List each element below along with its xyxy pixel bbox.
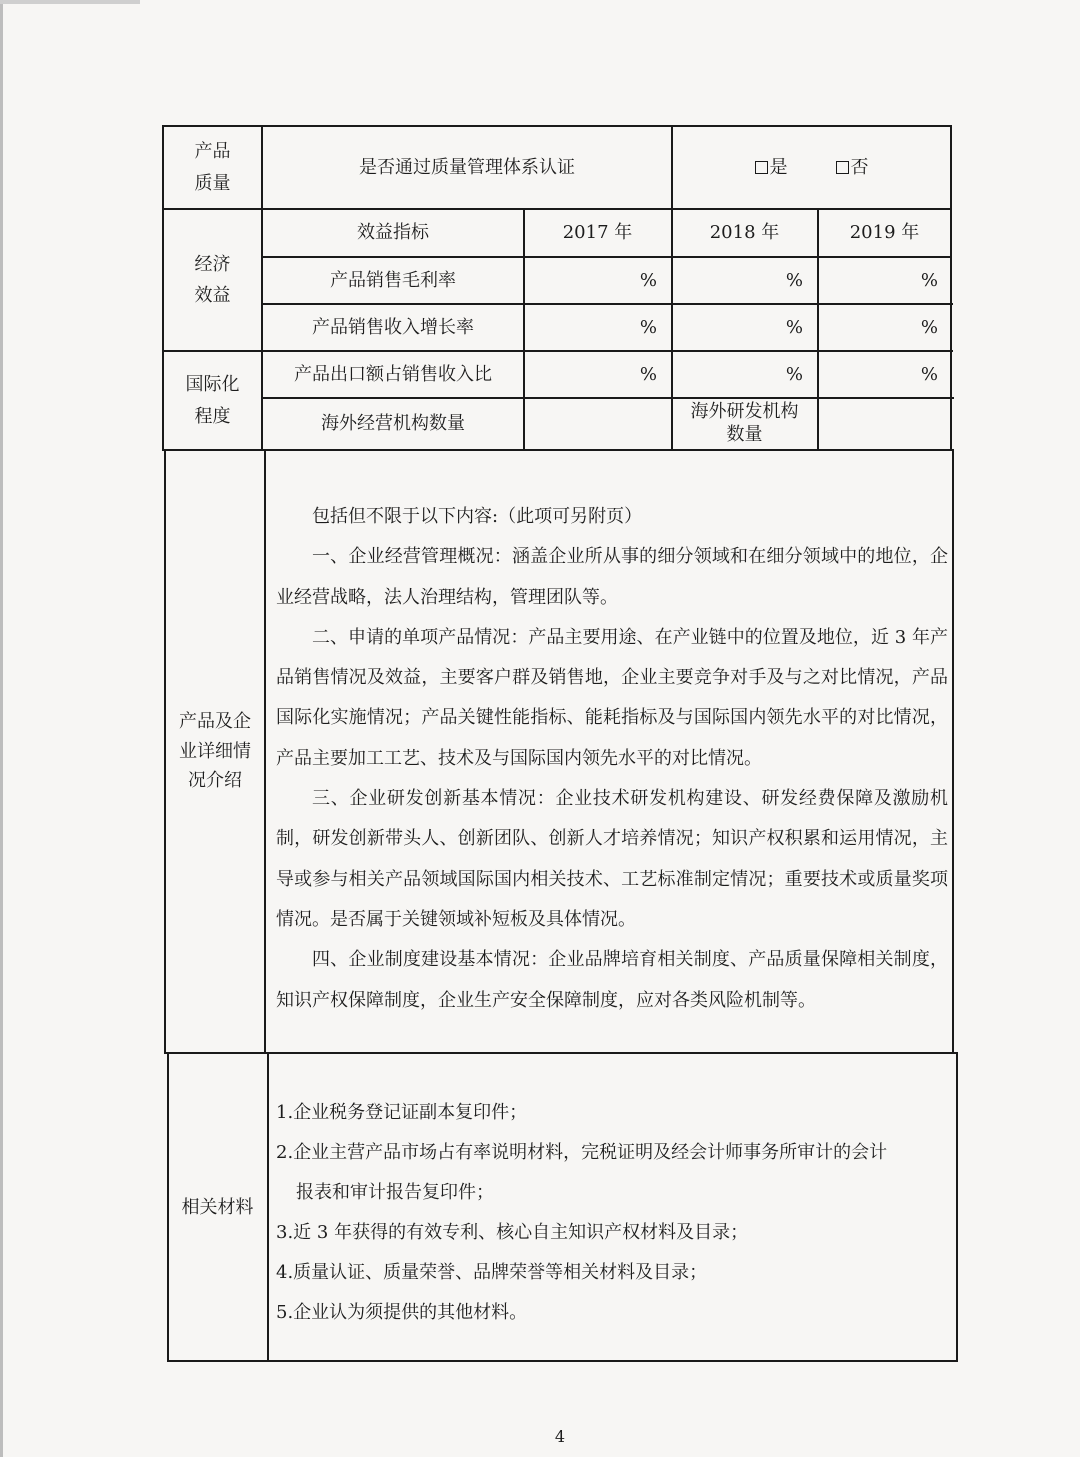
table-border-bottom <box>168 1360 958 1362</box>
gross-margin-2019-field[interactable]: % <box>920 269 938 291</box>
materials-item-1: 1.企业税务登记证副本复印件； <box>276 1102 528 1123</box>
materials-label: 相关材料 <box>181 1196 254 1218</box>
benefit-indicator-header: 效益指标 <box>357 222 429 243</box>
page-number: 4 <box>554 1427 566 1446</box>
overseas-operations-field[interactable] <box>524 398 671 449</box>
quality-label <box>163 126 262 209</box>
gross-margin-2017-field[interactable]: % <box>639 269 657 291</box>
overseas-rd-label-line1: 海外研发机构 <box>690 401 799 422</box>
details-intro: 包括但不限于以下内容:（此项可另附页） <box>312 506 643 527</box>
details-label-line2: 业详细情 <box>179 740 251 762</box>
label-column-divider-middle <box>264 449 266 1054</box>
materials-item-3: 3.近 3 年获得的有效专利、核心自主知识产权材料及目录； <box>276 1222 749 1243</box>
overseas-rd-field[interactable] <box>818 398 952 449</box>
details-content <box>276 497 948 1021</box>
international-label-line2: 程度 <box>194 405 231 427</box>
year-2019-header: 2019 年 <box>849 222 920 243</box>
scan-edge-top <box>0 0 140 4</box>
economic-label <box>163 209 262 351</box>
materials-item-4: 4.质量认证、质量荣誉、品牌荣誉等相关材料及目录； <box>276 1262 708 1283</box>
scan-edge-left <box>0 0 3 1457</box>
materials-item-5: 5.企业认为须提供的其他材料。 <box>276 1302 528 1323</box>
option-no[interactable] <box>836 154 869 181</box>
year-2017-header: 2017 年 <box>562 222 633 243</box>
row-divider-international <box>163 449 954 451</box>
revenue-growth-2017-field[interactable]: % <box>639 316 657 338</box>
quality-certification-options <box>672 126 951 209</box>
economic-label-line2: 效益 <box>194 285 231 306</box>
materials-item-2: 2.企业主营产品市场占有率说明材料，完税证明及经会计师事务所审计的会计 <box>276 1142 888 1163</box>
label-column-divider-lower <box>267 1052 269 1362</box>
details-label <box>166 451 264 1052</box>
quality-certification-question: 是否通过质量管理体系认证 <box>359 157 575 178</box>
option-yes-label: 是 <box>769 157 788 178</box>
revenue-growth-label: 产品销售收入增长率 <box>312 316 474 338</box>
quality-label-line2: 质量 <box>194 172 231 194</box>
gross-margin-2018-field[interactable]: % <box>785 269 803 291</box>
checkbox-yes-icon[interactable] <box>755 161 768 174</box>
details-section-1: 一、企业经营管理概况：涵盖企业所从事的细分领域和在细分领域中的地位，企业经营战略，法人治理结构，管理团队等。 <box>276 546 948 608</box>
option-yes[interactable] <box>755 154 788 181</box>
overseas-rd-label <box>672 398 817 449</box>
revenue-growth-2018-field[interactable]: % <box>785 316 803 338</box>
table-border-right-middle <box>952 449 954 1054</box>
table-border-right-lower <box>956 1052 958 1362</box>
export-ratio-2019-field[interactable]: % <box>920 363 938 385</box>
international-label <box>163 351 262 450</box>
row-divider-details <box>166 1052 956 1054</box>
year-2018-header: 2018 年 <box>709 222 780 243</box>
gross-margin-label: 产品销售毛利率 <box>330 269 456 291</box>
details-section-2: 二、申请的单项产品情况：产品主要用途、在产业链中的位置及地位，近 3 年产品销售情况及效益，主要客户群及销售地，企业主要竞争对手及与之对比情况，产品国际化实施情况；产品关键性能指标、能耗指标及与国际国内领先水平的对比情况，产品主要加工工艺、技术及与国际国内领先水平的对比情况。 <box>276 626 948 769</box>
materials-item-2-continued: 报表和审计报告复印件； <box>296 1182 494 1203</box>
revenue-growth-2019-field[interactable]: % <box>920 316 938 338</box>
materials-list <box>276 1093 948 1333</box>
details-label-line3: 况介绍 <box>188 770 242 792</box>
international-label-line1: 国际化 <box>185 374 240 395</box>
economic-label-line1: 经济 <box>194 253 231 275</box>
details-section-4: 四、企业制度建设基本情况：企业品牌培育相关制度、产品质量保障相关制度，知识产权保障制度，企业生产安全保障制度，应对各类风险机制等。 <box>276 949 948 1011</box>
quality-label-line1: 产品 <box>194 141 231 162</box>
details-section-3: 三、企业研发创新基本情况：企业技术研发机构建设、研发经费保障及激励机制，研发创新带头人、创新团队、创新人才培养情况；知识产权积累和运用情况，主导或参与相关产品领域国际国内相关技术、工艺标准制定情况；重要技术或质量奖项情况。是否属于关键领域补短板及具体情况。 <box>276 788 948 930</box>
details-label-line1: 产品及企 <box>179 710 251 732</box>
export-ratio-label: 产品出口额占销售收入比 <box>294 363 492 385</box>
option-no-label: 否 <box>850 157 869 178</box>
overseas-operations-label: 海外经营机构数量 <box>321 413 465 434</box>
overseas-rd-label-line2: 数量 <box>726 423 763 445</box>
checkbox-no-icon[interactable] <box>836 161 849 174</box>
export-ratio-2018-field[interactable]: % <box>785 363 803 385</box>
export-ratio-2017-field[interactable]: % <box>639 363 657 385</box>
